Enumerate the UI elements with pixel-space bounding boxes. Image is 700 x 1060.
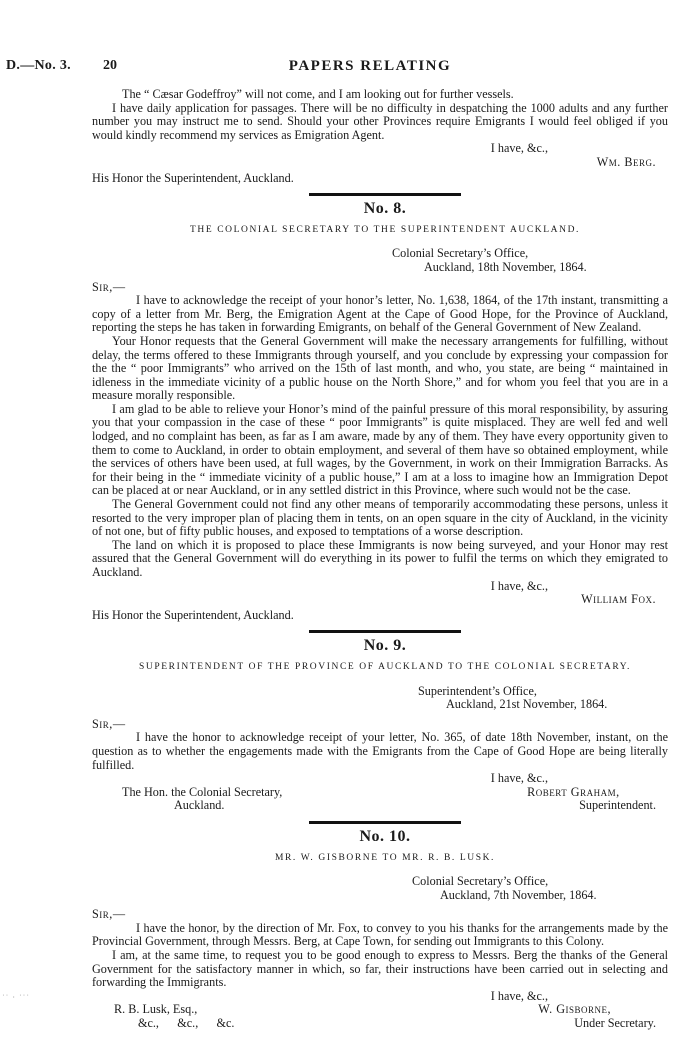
- closing: I have, &c.,: [490, 988, 548, 1003]
- page-header: [0, 58, 700, 78]
- letter-caption: THE COLONIAL SECRETARY TO THE SUPERINTENDENT AUCKLAND.: [189, 224, 581, 235]
- addressee-line: The Hon. the Colonial Secretary,: [122, 784, 283, 799]
- letter-number-heading: No. 8.: [363, 200, 407, 218]
- letter-number-heading: No. 9.: [363, 637, 407, 655]
- paragraph: The “ Cæsar Godeffroy” will not come, and I am looking out for further vessels.: [122, 87, 514, 101]
- letter-number-heading: No. 10.: [359, 827, 411, 845]
- divider-rule: [309, 193, 461, 196]
- margin-smudge: ˙˙ · ˙˙˙: [2, 993, 30, 1002]
- place-date: Auckland, 7th November, 1864.: [440, 887, 597, 902]
- paragraph: Your Honor requests that the General Government will make the necessary arrangements for fulfilling, without delay, the terms offered to these Immigrants through yourself, and you conclude by expressing your compassion for the the “ poor Immigrants” who arrived on the 15th of last month, and who, you state, are being “ maintained in idleness in the immediate vicinity of a public house on the North Shore,” and for whom you feel that you are in a measure morally responsible.: [92, 333, 668, 403]
- place-date: Auckland, 21st November, 1864.: [446, 697, 608, 712]
- document-reference: D.—No. 3.: [6, 58, 71, 73]
- page-number: 20: [103, 58, 117, 73]
- addressee: His Honor the Superintendent, Auckland.: [92, 607, 294, 622]
- signature-block: [102, 1003, 668, 1030]
- sender-office: Superintendent’s Office,: [418, 683, 537, 698]
- running-title: PAPERS RELATING: [288, 58, 452, 74]
- sender-block: [538, 1003, 668, 1030]
- salutation: Sir,—: [92, 907, 126, 922]
- paragraph: I have to acknowledge the receipt of your honor’s letter, No. 1,638, 1864, of the 17th instant, transmitting a copy of a letter from Mr. Berg, the Emigration Agent at the Cape of Good Hope, for the Province of Auckland, reporting the steps he has taken in forwarding Emigrants, on behalf of the General Government of New Zealand.: [92, 293, 668, 335]
- signature: William Fox.: [581, 592, 656, 607]
- sender-office: Colonial Secretary’s Office,: [412, 874, 549, 889]
- signature: Robert Graham,: [527, 784, 620, 799]
- addressee-block: [102, 786, 282, 813]
- paragraph: The land on which it is proposed to place these Immigrants is now being surveyed, and your Honor may rest assured that the General Government will do everything in its power to fulfil the terms on which they emigrated to Auckland.: [92, 537, 668, 579]
- place-date: Auckland, 18th November, 1864.: [424, 259, 587, 274]
- signature-block: [102, 786, 668, 813]
- paragraph: I have daily application for passages. There will be no difficulty in despatching the 1000 adults and any further number you may instruct me to send. Should your other Provinces require Emigrants I would feel obliged if you would kindly recommend my services as Emigration Agent.: [92, 100, 668, 142]
- paragraph: I have the honor to acknowledge receipt of your letter, No. 365, of date 18th November, instant, on the question as to whether the engagements made with the Emigrants from the Cape of Good Hope are being literally fulfilled.: [92, 730, 668, 772]
- addressee-line: &c., &c., &c.: [138, 1016, 235, 1031]
- addressee-line: Auckland.: [174, 798, 225, 813]
- letter-continuation: [92, 87, 668, 185]
- closing: I have, &c.,: [490, 141, 548, 156]
- closing: I have, &c.,: [490, 578, 548, 593]
- paragraph: I am, at the same time, to request you to be good enough to express to Messrs. Berg the thanks of the General Government for the satisfactory manner in which, so far, their instructions have been carried out in selecting and forwarding the Immigrants.: [92, 948, 668, 990]
- signature-title: Under Secretary.: [574, 1016, 656, 1031]
- addressee: His Honor the Superintendent, Auckland.: [92, 170, 294, 185]
- page-body: [92, 87, 668, 1031]
- salutation: Sir,—: [92, 716, 126, 731]
- letter-no-10: [92, 827, 668, 1031]
- sender-office: Colonial Secretary’s Office,: [392, 246, 529, 261]
- addressee-line: R. B. Lusk, Esq.,: [114, 1002, 198, 1017]
- signature: Wm. Berg.: [596, 154, 656, 169]
- letter-caption: SUPERINTENDENT OF THE PROVINCE OF AUCKLAND TO THE COLONIAL SECRETARY.: [139, 661, 631, 672]
- paragraph: I have the honor, by the direction of Mr. Fox, to convey to you his thanks for the arrangements made by the Provincial Government, through Messrs. Berg, at Cape Town, for sending out Immigrants to this Colony.: [92, 920, 668, 949]
- letter-no-9: [92, 637, 668, 813]
- paragraph: I am glad to be able to relieve your Honor’s mind of the painful pressure of this moral responsibility, by assuring you that your compassion in the case of these “ poor Immigrants” is quite misplaced. They are well fed and well lodged, and no complaint has been, as far as I am aware, made by any of them. They have every opportunity given to them to come to Auckland, in order to obtain employment, and several of them have so obtained employment, while the services of others have been used, at full wages, by the Government, in work on their Immigration Barracks. As for their being in the “ immediate vicinity of a public house,” I am at a loss to imagine how an Immigration Depot can be placed at or near Auckland, or in any settled district in this Province, where such would not be the case.: [92, 401, 668, 498]
- divider-rule: [309, 630, 461, 633]
- addressee-block: [102, 1003, 234, 1030]
- divider-rule: [309, 821, 461, 824]
- letter-no-8: [92, 200, 668, 622]
- closing: I have, &c.,: [490, 771, 548, 786]
- signature-title: Superintendent.: [579, 798, 656, 813]
- sender-block: [527, 786, 668, 813]
- letter-caption: MR. W. GISBORNE TO MR. R. B. LUSK.: [274, 852, 496, 863]
- salutation: Sir,—: [92, 279, 126, 294]
- signature: W. Gisborne,: [538, 1002, 612, 1017]
- paragraph: The General Government could not find any other means of temporarily accommodating these persons, unless it resorted to the very improper plan of placing them in tents, on an open square in the city of Auckland, in the vicinity of not one, but of fifty public houses, and exposed to temptations of a worse description.: [92, 497, 668, 539]
